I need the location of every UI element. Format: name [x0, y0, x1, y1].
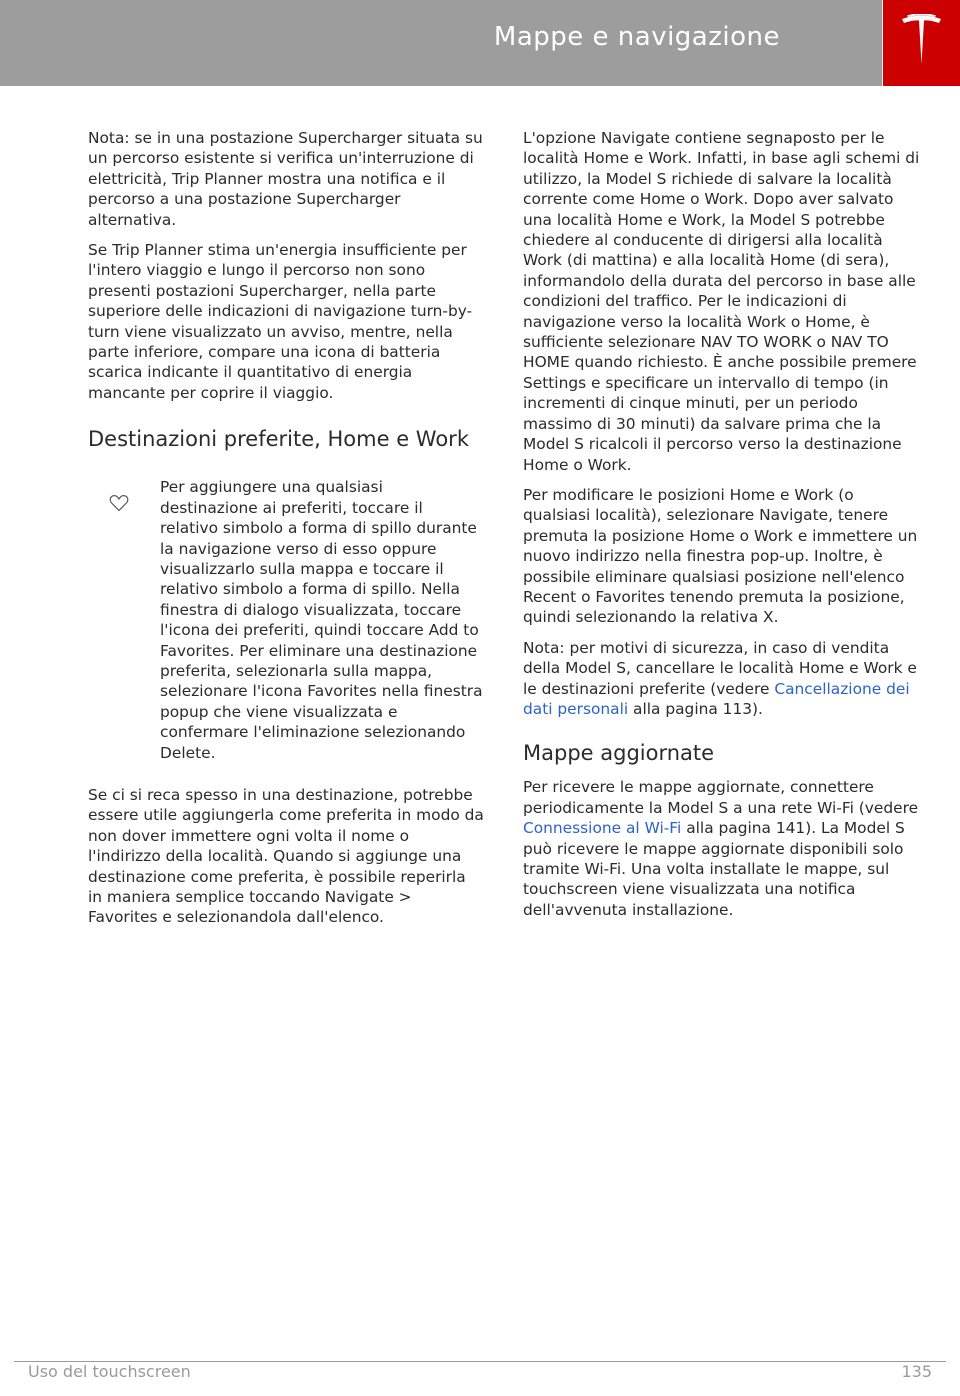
text-span: Nota: per motivi di sicurezza, in caso di vendita della Model S, cancellare le località Home e Work e le destinazioni preferite (vedere [523, 638, 917, 698]
page-number: 135 [901, 1362, 932, 1381]
text-span: alla pagina 141). La Model S può ricevere le mappe aggiornate disponibili solo tramite Wi-Fi. Una volta installate le mappe, sul touchscreen viene visualizzata una notifica dell'avvenuta installazione. [523, 819, 905, 919]
paragraph: Se ci si reca spesso in una destinazione, potrebbe essere utile aggiungerla come preferita in modo da non dover immettere ogni volta il nome o l'indirizzo della località. Quando si aggiunge una destinazione come preferita, è possibile reperirla in maniera semplice toccando Navigate > Favorites e selezionandola dall'elenco. [88, 785, 484, 927]
section-heading: Destinazioni preferite, Home e Work [88, 427, 469, 452]
icon-cell [88, 477, 160, 763]
paragraph: Se Trip Planner stima un'energia insufficiente per l'intero viaggio e lungo il percorso non sono presenti postazioni Supercharger, nella parte superiore delle indicazioni di navigazione turn-by-turn viene visualizzato un avviso, mentre, nella parte inferiore, compare una icona di batteria scarica indicante il quantitativo di energia mancante per coprire il viaggio. [88, 241, 473, 402]
note-paragraph: Nota: se in una postazione Supercharger situata su un percorso esistente si verifica un'interruzione di elettricità, Trip Planner mostra una notifica e il percorso a una postazione Supercharger alternativa. [88, 129, 483, 229]
link-connessione-wifi[interactable]: Connessione al Wi-Fi [523, 819, 682, 838]
icon-note-text: Per aggiungere una qualsiasi destinazione ai preferiti, toccare il relativo simbolo a forma di spillo durante la navigazione verso di esso oppure visualizzarlo sulla mappa e toccare il relativo simbolo a forma di spillo. Nella finestra di dialogo visualizzata, toccare l'icona dei preferiti, quindi toccare Add to Favorites. Per eliminare una destinazione preferita, selezionarla sulla mappa, selezionare l'icona Favorites nella finestra popup che viene visualizzata e confermare l'eliminazione selezionando Delete. [160, 478, 483, 762]
footer-section: Uso del touchscreen [28, 1362, 191, 1381]
paragraph: Per modificare le posizioni Home e Work (o qualsiasi località), selezionare Navigate, tenere premuta la posizione Home o Work e immettere un nuovo indirizzo nella finestra pop-up. Inoltre, è possibile eliminare qualsiasi posizione nell'elenco Recent o Favorites tenendo premuta la posizione, quindi selezionando la relativa X. [523, 485, 918, 627]
header-bar [0, 0, 882, 86]
left-column [88, 128, 484, 938]
section-heading: Mappe aggiornate [523, 741, 715, 766]
heart-icon [109, 493, 129, 513]
icon-note [88, 477, 484, 763]
link-cancellazione-dati[interactable]: Cancellazione dei dati personali [523, 679, 910, 718]
text-span: alla pagina 113). [628, 699, 763, 718]
note-paragraph [523, 638, 923, 720]
page-title: Mappe e navigazione [493, 22, 780, 52]
paragraph: L'opzione Navigate contiene segnaposto per le località Home e Work. Infatti, in base agli schemi di utilizzo, la Model S richiede di salvare la località corrente come Home o Work. Dopo aver salvato una località Home e Work, la Model S potrebbe chiedere al conducente di dirigersi alla località Work (di mattina) e alla località Home (di sera), informandolo della durata del percorso in base alle condizioni del traffico. Per le indicazioni di navigazione verso la località Work o Home, è sufficiente selezionare NAV TO WORK o NAV TO HOME quando richiesto. È anche possibile premere Settings e specificare un intervallo di tempo (in incrementi di cinque minuti, per un periodo massimo di 30 minuti) da salvare prima che la Model S ricalcoli il percorso verso la destinazione Home o Work. [523, 129, 920, 474]
tesla-logo-icon [901, 14, 942, 66]
paragraph [523, 777, 923, 920]
right-column [523, 128, 923, 930]
text-span: Per ricevere le mappe aggiornate, connettere periodicamente la Model S a una rete Wi-Fi (vedere [523, 778, 919, 817]
logo-box [883, 0, 960, 86]
